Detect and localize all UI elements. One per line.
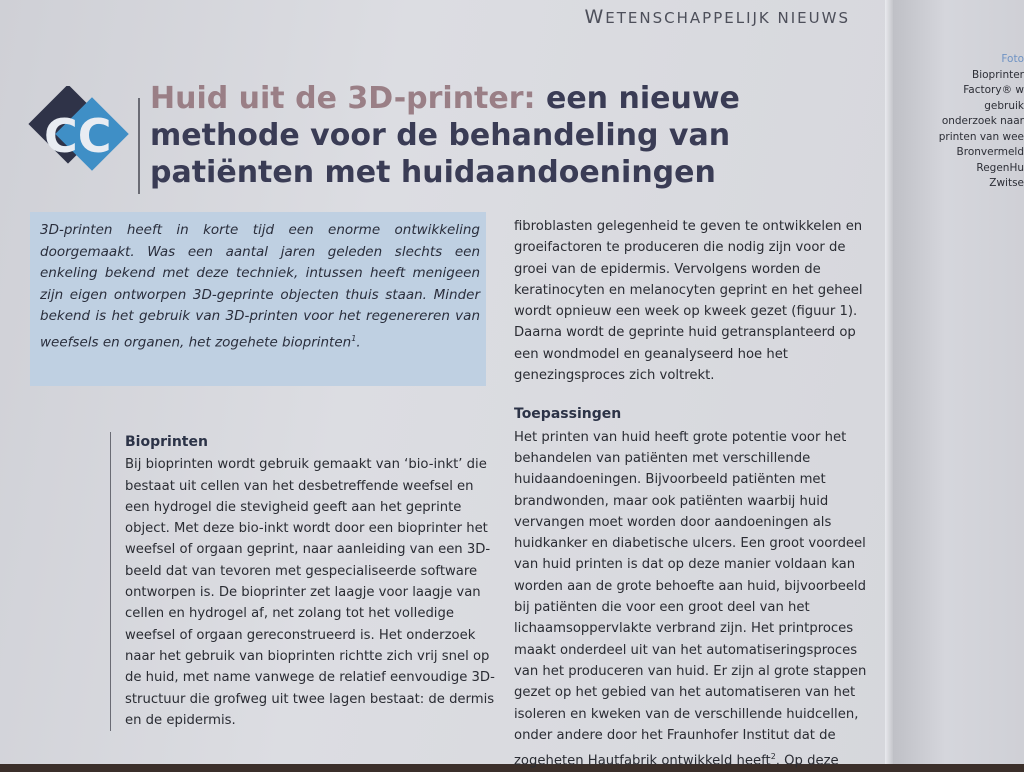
bioprinten-heading: Bioprinten <box>125 434 208 450</box>
right-column <box>514 216 870 772</box>
right-paragraph-1: fibroblasten gelegenheid te geven te ontwikkelen en groeifactoren te produceren die nodig zijn voor de groei van de epidermis. Vervolgens worden de keratinocyten en melanocyten geprint en het geheel wordt opnieuw een week op kweek gezet (figuur 1). Daarna wordt de geprinte huid getransplanteerd op een wondmodel en geanalyseerd hoe het genezingsproces zich voltrekt. <box>514 219 863 384</box>
footnote-1: 1 <box>351 333 357 343</box>
footnote-2: 2 <box>770 752 776 762</box>
right-paragraph-2: Het printen van huid heeft grote potentie voor het behandelen van patiënten met verschillende huidaandoeningen. Bijvoorbeeld patiënten met brandwonden, maar ook patiënten waarbij huid vervangen moet worden door aandoeningen als huidkanker en diabetische ulcers. Een groot voordeel van huid printen is dat op deze manier voldaan kan worden aan de grote behoefte aan huid, bijvoorbeeld bij patiënten die voor een groot deel van het lichaamsoppervlakte verbrand zijn. Het printproces maakt onderdeel uit van het automatiseringsproces van het produceren van huid. Er zijn al grote stappen gezet op het gebied van het automatiseren van het isoleren en kweken van de verschillende huidcellen, onder andere door het Fraunhofer Institut dat de zogeheten Hautfabrik ontwikkeld heeft$^2$. Op deze <box>514 429 867 769</box>
section-header: WETENSCHAPPELIJK NIEUWS <box>584 6 850 28</box>
toepassingen-heading: Toepassingen <box>514 406 622 423</box>
title-divider <box>138 98 140 194</box>
bioprinten-paragraph: Bij bioprinten wordt gebruik gemaakt van ‘bio-inkt’ die bestaat uit cellen van het desbetreffende weefsel en een hydrogel die stevigheid geeft aan het geprinte object. Met deze bio-inkt wordt door een bioprinter het weefsel of orgaan geprint, naar aanleiding van een 3D-beeld dat van tevoren met gespecialiseerde software ontworpen is. De bioprinter zet laagje voor laagje van cellen en hydrogel af, net zolang tot het volledige weefsel of orgaan gereconstrueerd is. Het onderzoek naar het gebruik van bioprinten richtte zich vrij snel op de huid, met name vanwege de relatief eenvoudige 3D-structuur die grofweg uit twee lagen bestaat: de dermis en de epidermis. <box>125 457 495 728</box>
lead-paragraph: 3D-printen heeft in korte tijd een enorme ontwikkeling doorgemaakt. Was een aantal jaren geleden slechts een enkeling bekend met deze techniek, intussen heeft menigeen zijn eigen ontworpen 3D-geprinte objecten thuis staan. Minder bekend is het gebruik van 3D-printen voor het regenereren van weefsels en organen, het zogehete bioprinten$^1$. <box>40 222 480 350</box>
bioprinten-section <box>110 432 501 731</box>
article-title: Huid uit de 3D-printer: een nieuwe methode voor de behandeling van patiënten met huidaandoeningen <box>150 81 740 190</box>
svg-text:CC: CC <box>44 109 112 163</box>
cc-logo-icon <box>18 86 130 182</box>
next-page-caption: Foto Bioprinter Factory® w gebruik onderzoek naar printen van wee Bronvermeld RegenHu Zwitse <box>938 53 1024 189</box>
lead-box <box>30 212 486 386</box>
